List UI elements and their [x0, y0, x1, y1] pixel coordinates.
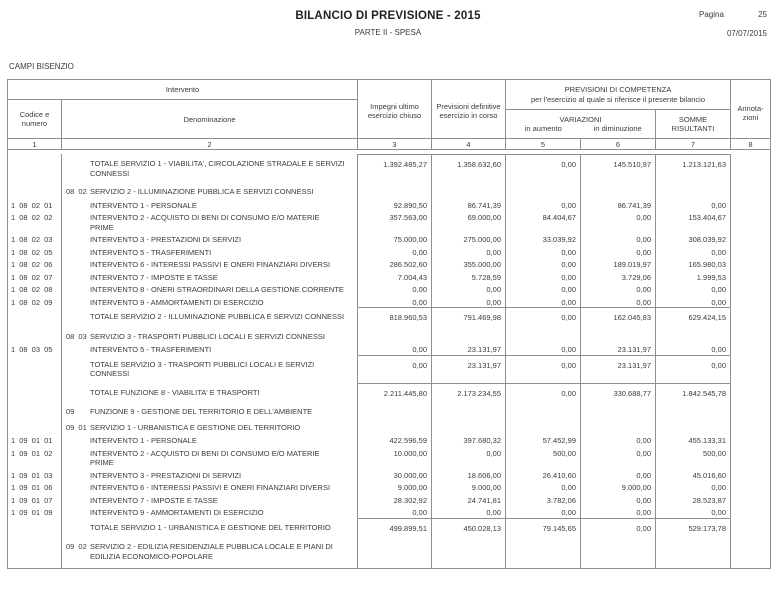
row-annotazioni-cell [731, 355, 770, 383]
row-denominazione-cell [62, 270, 358, 283]
row-value: 1.358.632,60 [432, 154, 506, 182]
row-code: 1 08 02 08 [8, 282, 62, 295]
row-value: 86.741,39 [432, 198, 506, 211]
row-value [656, 418, 731, 434]
row-denominazione-cell [62, 468, 358, 481]
row-denominazione-cell [62, 182, 358, 198]
header-col-number-1: 1 [8, 138, 62, 149]
row-code [8, 383, 62, 403]
row-value: 0,00 [656, 355, 731, 383]
row-value: 0,00 [581, 468, 656, 481]
table-row [8, 245, 770, 258]
row-annotazioni-cell [731, 418, 770, 434]
page-indicator [699, 10, 767, 19]
row-code: 1 09 01 07 [8, 493, 62, 506]
table-header [8, 80, 770, 150]
row-annotazioni-cell [731, 537, 770, 568]
row-value: 1.392.485,27 [358, 154, 432, 182]
header-col-number-3: 3 [358, 138, 432, 149]
page-number-label: Pagina [699, 10, 724, 19]
row-code [8, 355, 62, 383]
budget-table [7, 79, 771, 569]
row-denominazione-cell [62, 295, 358, 308]
row-value [581, 327, 656, 343]
row-value: 357.563,00 [358, 210, 432, 232]
row-code: 1 08 02 09 [8, 295, 62, 308]
row-annotazioni-cell [731, 327, 770, 343]
row-value: 10.000,00 [358, 446, 432, 468]
table-row [8, 480, 770, 493]
row-value: 0,00 [506, 342, 581, 355]
row-value: 0,00 [656, 282, 731, 295]
row-value: 629.424,15 [656, 307, 731, 327]
row-annotazioni-cell [731, 307, 770, 327]
row-annotazioni-cell [731, 245, 770, 258]
header-variazioni-title: VARIAZIONI [559, 115, 602, 124]
row-value: 3.729,06 [581, 270, 656, 283]
table-row [8, 307, 770, 327]
row-denominazione-cell [62, 433, 358, 446]
row-label: INTERVENTO 3 - PRESTAZIONI DI SERVIZI [90, 235, 242, 244]
row-label: TOTALE SERVIZIO 1 - VIABILITA', CIRCOLAZIONE STRADALE E SERVIZI CONNESSI [90, 159, 345, 178]
row-label: INTERVENTO 7 - IMPOSTE E TASSE [90, 495, 218, 505]
header-variazioni-sub [506, 124, 655, 133]
row-annotazioni-cell [731, 433, 770, 446]
row-section-code: 08 03 [66, 331, 87, 341]
table-row [8, 402, 770, 418]
row-value: 0,00 [506, 355, 581, 383]
row-code: 1 09 01 01 [8, 433, 62, 446]
table-row [8, 210, 770, 232]
row-value: 162.045,83 [581, 307, 656, 327]
row-section-code: 09 [66, 407, 75, 416]
row-denominazione-cell [62, 245, 358, 258]
table-row [8, 198, 770, 211]
row-value: 0,00 [656, 342, 731, 355]
table-row [8, 433, 770, 446]
row-value [432, 418, 506, 434]
row-denominazione-cell [62, 480, 358, 493]
row-value: 84.404,67 [506, 210, 581, 232]
entity-name: CAMPI BISENZIO [9, 62, 74, 71]
row-denominazione-cell [62, 493, 358, 506]
row-value: 2.211.445,80 [358, 383, 432, 403]
row-label: TOTALE SERVIZIO 3 - TRASPORTI PUBBLICI LOCALI E SERVIZI CONNESSI [90, 359, 315, 378]
row-value: 18.606,00 [432, 468, 506, 481]
row-value: 0,00 [506, 307, 581, 327]
table-row [8, 493, 770, 506]
row-value: 0,00 [581, 505, 656, 518]
row-value: 450.028,13 [432, 518, 506, 538]
row-value: 0,00 [581, 518, 656, 538]
header-col-number-2: 2 [62, 138, 358, 149]
row-value: 189.019,97 [581, 257, 656, 270]
row-value: 0,00 [506, 198, 581, 211]
row-value [506, 182, 581, 198]
row-annotazioni-cell [731, 282, 770, 295]
row-value: 0,00 [581, 232, 656, 245]
row-annotazioni-cell [731, 154, 770, 182]
row-value: 9.000,00 [432, 480, 506, 493]
row-denominazione-cell [62, 257, 358, 270]
row-label: INTERVENTO 2 - ACQUISTO DI BENI DI CONSUMO E/O MATERIE PRIME [90, 448, 320, 467]
row-value: 2.173.234,55 [432, 383, 506, 403]
row-label: SERVIZIO 3 - TRASPORTI PUBBLICI LOCALI E SERVIZI CONNESSI [90, 331, 325, 341]
row-value: 28.523,87 [656, 493, 731, 506]
row-value [581, 182, 656, 198]
row-value: 397.680,32 [432, 433, 506, 446]
header-variazioni [506, 110, 656, 138]
row-value: 165.980,03 [656, 257, 731, 270]
row-value: 69.000,00 [432, 210, 506, 232]
table-row [8, 270, 770, 283]
row-annotazioni-cell [731, 518, 770, 538]
row-value: 0,00 [432, 282, 506, 295]
row-code [8, 154, 62, 182]
table-row [8, 257, 770, 270]
header-col-number-8: 8 [731, 138, 770, 149]
row-label: SERVIZIO 2 - EDILIZIA RESIDENZIALE PUBBLICA LOCALE E PIANI DI EDILIZIA ECONOMICO-POPOLARE [90, 542, 333, 561]
row-denominazione-cell [62, 198, 358, 211]
doc-header [0, 0, 776, 71]
row-annotazioni-cell [731, 505, 770, 518]
row-value: 30.000,00 [358, 468, 432, 481]
row-value: 355.000,00 [432, 257, 506, 270]
row-label: SERVIZIO 1 - URBANISTICA E GESTIONE DEL TERRITORIO [90, 422, 301, 432]
row-denominazione-cell [62, 327, 358, 343]
row-value: 0,00 [656, 480, 731, 493]
row-value: 23.131,97 [432, 342, 506, 355]
header-codice-numero: Codice e numero [8, 100, 62, 138]
row-annotazioni-cell [731, 383, 770, 403]
row-value: 92.890,50 [358, 198, 432, 211]
row-value: 422.596,59 [358, 433, 432, 446]
row-value [432, 182, 506, 198]
row-code [8, 307, 62, 327]
header-annotazioni: Annota-zioni [737, 104, 764, 122]
header-col-number-6: 6 [581, 138, 656, 149]
row-value: 500,00 [656, 446, 731, 468]
header-somme-risultanti: SOMME RISULTANTI [656, 110, 731, 138]
row-annotazioni-cell [731, 446, 770, 468]
row-label: INTERVENTO 8 - ONERI STRAORDINARI DELLA GESTIONE CORRENTE [90, 285, 344, 294]
row-label: INTERVENTO 9 - AMMORTAMENTI DI ESERCIZIO [90, 297, 264, 307]
table-row [8, 468, 770, 481]
row-denominazione-cell [62, 232, 358, 245]
row-denominazione-cell [62, 282, 358, 295]
row-annotazioni-cell [731, 480, 770, 493]
row-denominazione-cell [62, 446, 358, 468]
row-value [432, 402, 506, 418]
row-value [358, 418, 432, 434]
row-value: 0,00 [581, 446, 656, 468]
header-col-number-5: 5 [506, 138, 581, 149]
row-annotazioni-cell [731, 198, 770, 211]
row-value: 0,00 [506, 282, 581, 295]
row-code [8, 402, 62, 418]
table-row [8, 383, 770, 403]
row-label: INTERVENTO 5 - TRASFERIMENTI [90, 345, 212, 354]
row-value [656, 182, 731, 198]
row-value: 0,00 [432, 245, 506, 258]
page-number-value: 25 [758, 10, 767, 19]
table-row [8, 505, 770, 518]
row-value [581, 402, 656, 418]
row-section-code: 09 02 [66, 542, 87, 551]
row-label: SERVIZIO 2 - ILLUMINAZIONE PUBBLICA E SERVIZI CONNESSI [90, 187, 314, 196]
row-value: 0,00 [581, 493, 656, 506]
header-impegni: Impegni ultimo esercizio chiuso [358, 80, 432, 138]
row-section-code: 08 02 [66, 187, 87, 196]
table-row [8, 342, 770, 355]
row-value [581, 537, 656, 568]
row-value: 0,00 [506, 270, 581, 283]
row-value: 0,00 [358, 505, 432, 518]
row-value: 818.960,53 [358, 307, 432, 327]
row-value: 0,00 [358, 282, 432, 295]
row-label: INTERVENTO 7 - IMPOSTE E TASSE [90, 272, 218, 282]
row-label: INTERVENTO 6 - INTERESSI PASSIVI E ONERI FINANZIARI DIVERSI [90, 483, 331, 492]
row-value: 0,00 [358, 355, 432, 383]
table-row [8, 327, 770, 343]
row-value: 791.469,98 [432, 307, 506, 327]
row-code: 1 08 02 07 [8, 270, 62, 283]
header-previsioni-competenza [506, 80, 731, 110]
row-value [506, 327, 581, 343]
table-body [8, 154, 770, 568]
row-value: 9.000,00 [581, 480, 656, 493]
row-value [506, 402, 581, 418]
row-label: TOTALE SERVIZIO 1 - URBANISTICA E GESTIONE DEL TERRITORIO [90, 522, 331, 532]
row-value: 0,00 [656, 245, 731, 258]
row-label: INTERVENTO 6 - INTERESSI PASSIVI E ONERI FINANZIARI DIVERSI [90, 260, 331, 269]
row-value: 286.502,60 [358, 257, 432, 270]
row-value: 0,00 [432, 446, 506, 468]
row-value: 0,00 [432, 505, 506, 518]
row-value: 0,00 [506, 480, 581, 493]
row-value: 86.741,39 [581, 198, 656, 211]
row-value: 0,00 [358, 245, 432, 258]
row-annotazioni-cell [731, 210, 770, 232]
row-value: 330.688,77 [581, 383, 656, 403]
row-value: 28.302,92 [358, 493, 432, 506]
row-value: 275.000,00 [432, 232, 506, 245]
row-code: 1 09 01 02 [8, 446, 62, 468]
row-annotazioni-cell [731, 232, 770, 245]
table-row [8, 518, 770, 538]
header-previsioni: Previsioni definitive esercizio in corso [432, 80, 506, 138]
row-value: 499.899,51 [358, 518, 432, 538]
row-value: 0,00 [581, 433, 656, 446]
row-label: INTERVENTO 3 - PRESTAZIONI DI SERVIZI [90, 470, 242, 480]
row-label: INTERVENTO 9 - AMMORTAMENTI DI ESERCIZIO [90, 508, 264, 517]
row-denominazione-cell [62, 537, 358, 568]
row-value: 75.000,00 [358, 232, 432, 245]
row-value: 0,00 [358, 342, 432, 355]
row-denominazione-cell [62, 210, 358, 232]
row-denominazione-cell [62, 518, 358, 538]
row-value: 57.452,99 [506, 433, 581, 446]
header-competenza-title: PREVISIONI DI COMPETENZA [564, 85, 672, 94]
row-denominazione-cell [62, 505, 358, 518]
row-value [506, 418, 581, 434]
row-value: 0,00 [581, 295, 656, 308]
table-row [8, 232, 770, 245]
table-row [8, 295, 770, 308]
row-label: TOTALE SERVIZIO 2 - ILLUMINAZIONE PUBBLICA E SERVIZI CONNESSI [90, 312, 345, 321]
row-value: 1.842.545,78 [656, 383, 731, 403]
row-value [656, 537, 731, 568]
page-subtitle: PARTE II - SPESA [354, 28, 422, 37]
row-value: 0,00 [506, 295, 581, 308]
row-annotazioni-cell [731, 468, 770, 481]
row-value [656, 402, 731, 418]
row-value: 3.782,06 [506, 493, 581, 506]
row-value [358, 402, 432, 418]
row-value: 0,00 [506, 154, 581, 182]
row-value: 79.145,65 [506, 518, 581, 538]
row-denominazione-cell [62, 154, 358, 182]
row-code: 1 09 01 06 [8, 480, 62, 493]
row-value: 1.999,53 [656, 270, 731, 283]
row-value: 0,00 [581, 210, 656, 232]
row-label: FUNZIONE 9 - GESTIONE DEL TERRITORIO E DELL'AMBIENTE [90, 407, 313, 416]
row-value [506, 537, 581, 568]
row-value: 26.410,60 [506, 468, 581, 481]
row-value [358, 182, 432, 198]
row-denominazione-cell [62, 342, 358, 355]
row-value: 23.131,97 [581, 355, 656, 383]
row-value: 5.728,59 [432, 270, 506, 283]
row-code: 1 09 01 09 [8, 505, 62, 518]
row-value: 9.000,00 [358, 480, 432, 493]
row-label: TOTALE FUNZIONE 8 - VIABILITA' E TRASPORTI [90, 387, 260, 397]
row-value: 0,00 [358, 295, 432, 308]
row-value: 0,00 [581, 282, 656, 295]
row-annotazioni-cell [731, 402, 770, 418]
header-denominazione: Denominazione [62, 100, 358, 138]
row-value: 45.016,60 [656, 468, 731, 481]
header-col-number-4: 4 [432, 138, 506, 149]
row-value: 0,00 [506, 383, 581, 403]
row-code [8, 327, 62, 343]
row-denominazione-cell [62, 383, 358, 403]
row-label: INTERVENTO 2 - ACQUISTO DI BENI DI CONSUMO E/O MATERIE PRIME [90, 213, 320, 232]
row-label: INTERVENTO 1 - PERSONALE [90, 200, 197, 210]
row-value: 0,00 [506, 505, 581, 518]
header-in-diminuzione: in diminuzione [593, 124, 642, 133]
table-row [8, 355, 770, 383]
row-value: 455.133,31 [656, 433, 731, 446]
row-code: 1 09 01 03 [8, 468, 62, 481]
table-row [8, 282, 770, 295]
document-date: 07/07/2015 [726, 29, 767, 38]
page-title: BILANCIO DI PREVISIONE - 2015 [295, 10, 481, 22]
row-denominazione-cell [62, 307, 358, 327]
row-value: 0,00 [581, 245, 656, 258]
row-value: 23.131,97 [581, 342, 656, 355]
row-denominazione-cell [62, 402, 358, 418]
header-col-number-7: 7 [656, 138, 731, 149]
row-code [8, 182, 62, 198]
row-denominazione-cell [62, 418, 358, 434]
row-annotazioni-cell [731, 493, 770, 506]
row-code: 1 08 02 05 [8, 245, 62, 258]
header-intervento: Intervento [8, 80, 358, 100]
row-code [8, 418, 62, 434]
row-value [358, 537, 432, 568]
row-annotazioni-cell [731, 270, 770, 283]
row-value: 153.404,67 [656, 210, 731, 232]
row-value: 0,00 [432, 295, 506, 308]
row-value [432, 327, 506, 343]
row-value [358, 327, 432, 343]
row-value: 145.510,97 [581, 154, 656, 182]
row-value: 500,00 [506, 446, 581, 468]
table-row [8, 418, 770, 434]
row-value: 1.213.121,63 [656, 154, 731, 182]
table-row [8, 446, 770, 468]
row-code: 1 08 02 01 [8, 198, 62, 211]
header-in-aumento: in aumento [524, 124, 562, 133]
row-value: 24.741,81 [432, 493, 506, 506]
row-value: 0,00 [656, 198, 731, 211]
row-label: INTERVENTO 1 - PERSONALE [90, 436, 197, 445]
row-code: 1 08 03 05 [8, 342, 62, 355]
row-value: 0,00 [656, 505, 731, 518]
table-row [8, 182, 770, 198]
row-annotazioni-cell [731, 182, 770, 198]
row-value: 0,00 [506, 257, 581, 270]
table-row [8, 537, 770, 568]
row-code: 1 08 02 06 [8, 257, 62, 270]
row-value: 23.131,97 [432, 355, 506, 383]
row-annotazioni-cell [731, 257, 770, 270]
row-label: INTERVENTO 5 - TRASFERIMENTI [90, 247, 212, 257]
row-value [581, 418, 656, 434]
row-value: 529.173,78 [656, 518, 731, 538]
row-code [8, 518, 62, 538]
row-value [656, 327, 731, 343]
row-annotazioni-cell [731, 295, 770, 308]
row-denominazione-cell [62, 355, 358, 383]
row-value: 0,00 [506, 245, 581, 258]
row-code: 1 08 02 02 [8, 210, 62, 232]
row-value: 308.039,92 [656, 232, 731, 245]
row-value: 33.039,92 [506, 232, 581, 245]
row-code: 1 08 02 03 [8, 232, 62, 245]
table-row [8, 154, 770, 182]
row-value [432, 537, 506, 568]
row-value: 7.004,43 [358, 270, 432, 283]
header-competenza-subtitle: per l'esercizio al quale si riferisce il presente bilancio [530, 95, 705, 104]
row-value: 0,00 [656, 295, 731, 308]
row-code [8, 537, 62, 568]
row-section-code: 09 01 [66, 422, 87, 432]
row-annotazioni-cell [731, 342, 770, 355]
